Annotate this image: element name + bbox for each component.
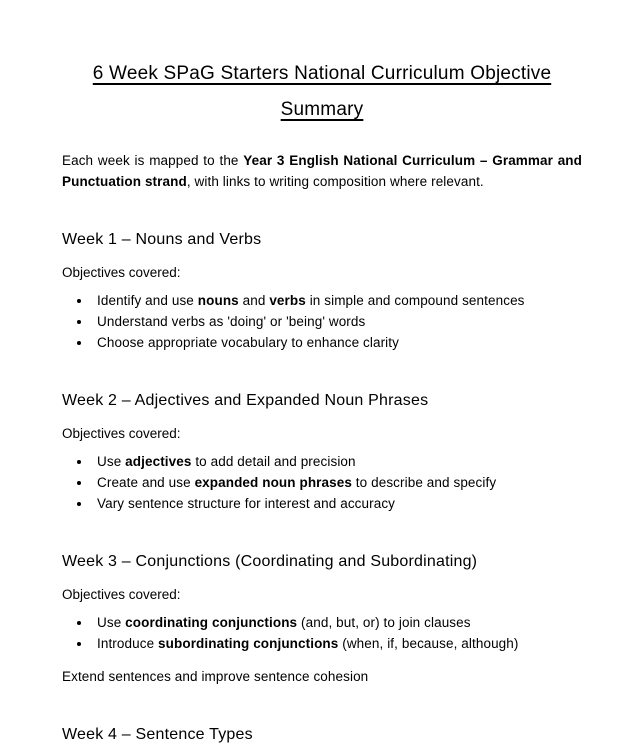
objectives-list (62, 451, 582, 514)
intro-paragraph: Each week is mapped to the Year 3 English National Curriculum – Grammar and Punctuation strand, with links to writing composition where relevant. (62, 153, 582, 189)
week-2-heading: Week 2 – Adjectives and Expanded Noun Phrases (62, 392, 429, 409)
week-section-2 (62, 389, 582, 514)
objective-item: • Use adjectives to add detail and precision (92, 451, 582, 472)
week-section-4 (62, 723, 582, 747)
objectives-list (62, 290, 582, 353)
objectives-label: Objectives covered: (62, 426, 181, 441)
week-3-note: Extend sentences and improve sentence cohesion (62, 669, 369, 684)
objectives-list (62, 612, 582, 654)
document-title: 6 Week SPaG Starters National Curriculum Objective Summary (92, 63, 552, 120)
week-section-1 (62, 228, 582, 353)
week-3-heading: Week 3 – Conjunctions (Coordinating and Subordinating) (62, 553, 478, 570)
objective-item: • Understand verbs as 'doing' or 'being' words (92, 311, 582, 332)
week-section-3 (62, 550, 582, 687)
objective-item: • Introduce subordinating conjunctions (when, if, because, although) (92, 633, 582, 654)
week-1-heading: Week 1 – Nouns and Verbs (62, 231, 262, 248)
objectives-label: Objectives covered: (62, 265, 181, 280)
objective-item: • Vary sentence structure for interest and accuracy (92, 493, 582, 514)
objective-item: • Create and use expanded noun phrases to describe and specify (92, 472, 582, 493)
objectives-label: Objectives covered: (62, 587, 181, 602)
week-4-heading: Week 4 – Sentence Types (62, 726, 253, 743)
objective-item: • Identify and use nouns and verbs in simple and compound sentences (92, 290, 582, 311)
objective-item: • Use coordinating conjunctions (and, but, or) to join clauses (92, 612, 582, 633)
objective-item: • Choose appropriate vocabulary to enhance clarity (92, 332, 582, 353)
